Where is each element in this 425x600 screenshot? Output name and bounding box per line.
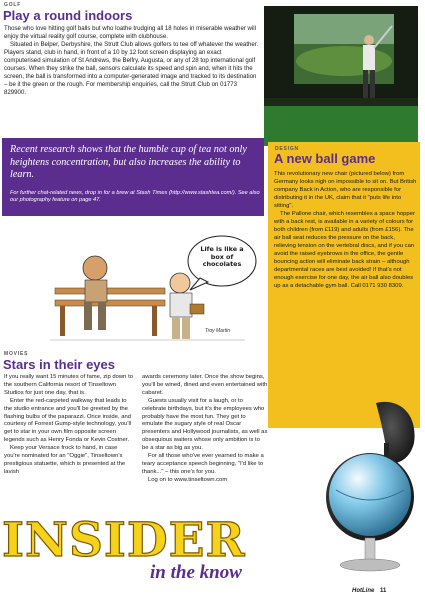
cartoon-illustration bbox=[40, 228, 258, 348]
movies-paragraph: Log on to www.tinseltown.com bbox=[148, 476, 228, 483]
golf-paragraph: Situated in Belper, Derbyshire, the Strutt Club allows golfers to tee off whatever the weather. Players stand, club in hand, in front of a 10 by 12 foot screen displaying an exact computerised simulation of St Andrews, the Belfry, Augusta, or any of 28 top international golf courses. When they strike the ball, sensors calculate its speed and spin and, when it hits the screen, the ball is transformed into a computer-generated image and tracked to its destination – be it the green or the rough. For membership enquiries, call the Strutt Club on 01773 829900. bbox=[4, 41, 259, 97]
insider-banner-subtitle: in the know bbox=[150, 562, 242, 583]
cartoon-speech: Life is like a box of chocolates bbox=[200, 245, 244, 269]
insider-banner-title: INSIDER bbox=[2, 513, 246, 568]
pallone-chair-illustration bbox=[318, 395, 422, 575]
design-paragraph: The Pallone chair, which resembles a space hopper with a back rest, is available in a variety of colours for both children (from £119) and adults (from £156). The air ball seat reduces the pressure on the back, relieving tension on the vertebral discs, and if you can avoid the raised eyebrows in the office, the gentle bouncing action will eliminate back strain – although departmental races are best avoided! If that's not enough exercise for one day, the air ball also doubles up as a detachable gym ball. Call 0171 930 8309. bbox=[274, 211, 415, 289]
movies-paragraph: For all those who've ever yearned to make a teary acceptance speech beginning, "I'd like to thank..." – this one's for you. bbox=[142, 453, 264, 475]
golf-headline: Play a round indoors bbox=[3, 8, 133, 23]
page-number: 11 bbox=[380, 588, 387, 594]
movies-kicker: MOVIES bbox=[4, 351, 29, 357]
design-headline: A new ball game bbox=[274, 151, 376, 166]
magazine-name: HotLine bbox=[352, 588, 375, 594]
design-paragraph: This revolutionary new chair (pictured below) from Germany looks nigh on impossible to sit on. But British company Back in Action, who are responsible for distributing it in the UK, claim that it "puts life into sitting". bbox=[274, 171, 417, 209]
golf-simulator-photo bbox=[264, 6, 418, 146]
golf-simulator-illustration bbox=[264, 6, 418, 146]
cartoon-signature: Troy Martin bbox=[205, 328, 230, 334]
design-body bbox=[274, 170, 418, 290]
golf-kicker: GOLF bbox=[4, 2, 22, 8]
design-kicker: DESIGN bbox=[275, 146, 299, 152]
tea-quote: Recent research shows that the humble cup of tea not only heightens concentration, but also increases the ability to learn. bbox=[10, 144, 247, 181]
movies-column-1 bbox=[4, 374, 134, 477]
movies-paragraph: Enter the red-carpeted walkway that leads to the studio entrance and you'll be greeted by the flashing bulbs of the paparazzi. Once inside, and courtesy of Forrest Gump-style technology, you'll get to star in your own film opposite screen legends such as Henry Fonda or Kevin Costner. bbox=[4, 397, 132, 444]
golf-body bbox=[4, 25, 259, 97]
movies-paragraph: Keep your Versace frock to hand, in case you're nominated for an "Oggie", Tinseltown's prestigious statuette, which is presented at the lavish bbox=[4, 445, 126, 475]
movies-paragraph: awards ceremony later. Once the show begins, you'll be wined, dined and even entertained with cabaret. bbox=[142, 374, 268, 396]
movies-paragraph: If you really want 15 minutes of fame, zip down to the southern California resort of Tinseltown Studios for just one day, that is. bbox=[4, 374, 134, 396]
golf-paragraph: Those who love hitting golf balls but who loathe trudging all 18 holes in miserable weather will enjoy the virtual reality golf course, complete with clubhouse. bbox=[4, 25, 257, 41]
pallone-chair-photo bbox=[318, 395, 422, 575]
page-footer bbox=[352, 588, 386, 594]
tea-note: For further chat-related news, drop in for a brew at Stash Times (http://www.stashtea.com/). See also our photography feature on page 47. bbox=[10, 190, 260, 204]
tea-callout bbox=[2, 138, 264, 216]
movies-paragraph: Guests usually visit for a laugh, or to celebrate birthdays, but it's the employees who probably have the most fun. They get to emulate the sugary style of real Oscar presenters and Hollywood journalists, as well as obsequious waiters whose only ambition is to be a star as big as you. bbox=[142, 397, 268, 452]
movies-headline: Stars in their eyes bbox=[3, 357, 115, 372]
movies-column-2 bbox=[142, 374, 268, 485]
